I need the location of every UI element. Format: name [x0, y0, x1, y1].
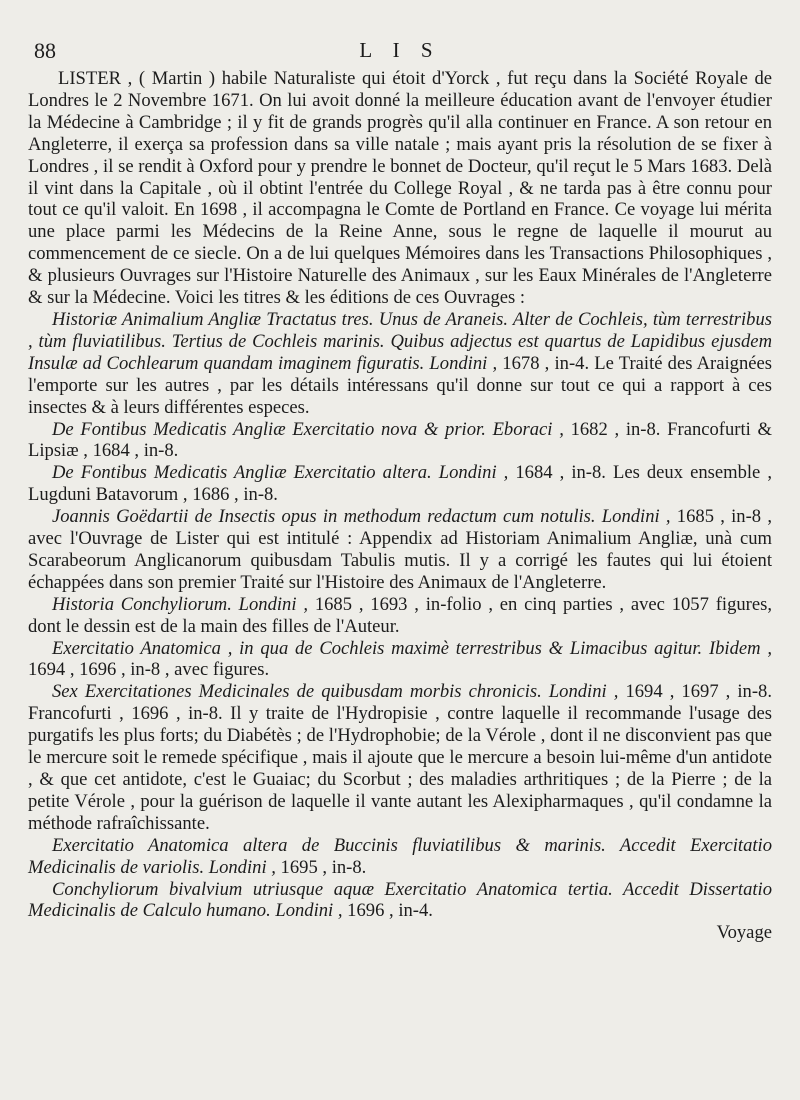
entry-title: Joannis Goëdartii de Insectis opus in methodum redactum cum notulis. Londini , [52, 506, 671, 528]
bibliography-entry [28, 419, 772, 463]
entry-title: Historiæ Animalium Angliæ Tractatus tres. Unus de Araneis. Alter de Cochleis, tùm terrestribus , tùm fluviatilibus. Tertius de Cochleis marinis. Quibus adjectus est quartus de Lapidibus ejusdem Insulæ ad Cochlearum quandam imaginem figuratis. Londini , [28, 308, 772, 374]
bibliography-entry [28, 594, 772, 638]
entry-title: Sex Exercitationes Medicinales de quibusdam morbis chronicis. Londini , [52, 681, 619, 703]
entry-title: Conchyliorum bivalvium utriusque aquæ Exercitatio Anatomica tertia. Accedit Dissertatio Medicinalis de Calculo humano. Londini , [28, 878, 772, 922]
entry-details: 1685 , in-8 , avec l'Ouvrage de Lister qui est intitulé : Appendix ad Historiam Animalium Angliæ, unà cum Scarabeorum Anglicanorum quibusdam Tabulis mutis. Il y a corrigé les fautes qui lui étoient échappées dans son premier Traité sur l'Histoire des Animaux de l'Angleterre. [28, 506, 772, 593]
entry-details: 1694 , 1697 , in-8. Francofurti , 1696 , in-8. Il y traite de l'Hydropisie , contre laquelle il recommande l'usage des purgatifs les plus forts; du Diabétès ; de l'Hydrophobie; de la Vérole , dont il ne disconvient pas que le mercure soit le remede spécifique , mais il ajoute que le mercure a besoin lui-même d'un antidote , & que cet antidote, c'est le Guaiac; du Scorbut ; des maladies arthritiques ; de la Pierre ; de la petite Vérole , pour la guérison de laquelle il vante autant les Alexipharmaques , qu'il condamne la méthode rafraîchissante. [28, 681, 772, 834]
bibliography-entry [28, 879, 772, 923]
entry-details: 1696 , in-4. [342, 900, 433, 922]
bibliography-entry [28, 835, 772, 879]
entry-title: Historia Conchyliorum. Londini , [52, 593, 308, 615]
catchword: Voyage [716, 922, 772, 944]
bibliography-entry [28, 462, 772, 506]
bibliography-entry [28, 681, 772, 834]
entry-title: Exercitatio Anatomica altera de Buccinis fluviatilibus & marinis. Accedit Exercitatio Medicinalis de variolis. Londini , [28, 834, 772, 878]
entry-details: 1685 , 1693 , in-folio , en cinq parties , avec 1057 figures, dont le dessin est de la main des filles de l'Auteur. [28, 593, 773, 637]
bibliography-entry [28, 309, 772, 419]
intro-paragraph: LISTER , ( Martin ) habile Naturaliste qui étoit d'Yorck , fut reçu dans la Société Royale de Londres le 2 Novembre 1671. On lui avoit donné la meilleure éducation avant de l'envoyer étudier la Médecine à Cambridge ; il y fit de grands progrès qu'il alla continuer en France. A son retour en Angleterre, il exerça sa profession dans sa ville natale ; mais ayant pris la résolution de se fixer à Londres , il se rendit à Oxford pour y prendre le bonnet de Docteur, qu'il reçut le 5 Mars 1683. Delà il vint dans la Capitale , où il obtint l'entrée du College Royal , & ne tarda pas à être connu pour tout ce qu'il valoit. En 1698 , il accompagna le Comte de Portland en France. Ce voyage lui mérita une place parmi les Médecins de la Reine Anne, sous le regne de laquelle il mourut au commencement de ce siecle. On a de lui quelques Mémoires dans les Transactions Philosophiques , & plusieurs Ouvrages sur l'Histoire Naturelle des Animaux , sur les Eaux Minérales de l'Angleterre & sur la Médecine. Voici les titres & les éditions de ces Ouvrages : [28, 68, 772, 309]
entry-title: De Fontibus Medicatis Angliæ Exercitatio altera. Londini , [52, 462, 509, 484]
running-head: L I S [359, 38, 441, 62]
entry-title: Exercitatio Anatomica , in qua de Cochleis maximè terrestribus & Limacibus agitur. Ibidem , [52, 637, 772, 659]
entry-details: 1695 , in-8. [275, 856, 367, 878]
page-header [28, 34, 772, 68]
bibliography-entry [28, 638, 772, 682]
page-body [28, 68, 772, 944]
entry-details: 1694 , 1696 , in-8 , avec figures. [28, 659, 270, 681]
entry-title: De Fontibus Medicatis Angliæ Exercitatio nova & prior. Eboraci , [52, 418, 564, 440]
bibliography-entry [28, 506, 772, 594]
entry-details: 1678 , in-4. Le Traité des Araignées l'emporte sur les autres , par les détails intéressans qu'il donne sur tout ce qui a rapport à ces insectes & à leurs différentes especes. [28, 352, 772, 418]
entry-details: 1682 , in-8. Francofurti & Lipsiæ , 1684 , in-8. [28, 418, 772, 462]
entry-details: 1684 , in-8. Les deux ensemble , Lugduni Batavorum , 1686 , in-8. [28, 462, 772, 506]
page-number: 88 [34, 38, 56, 63]
